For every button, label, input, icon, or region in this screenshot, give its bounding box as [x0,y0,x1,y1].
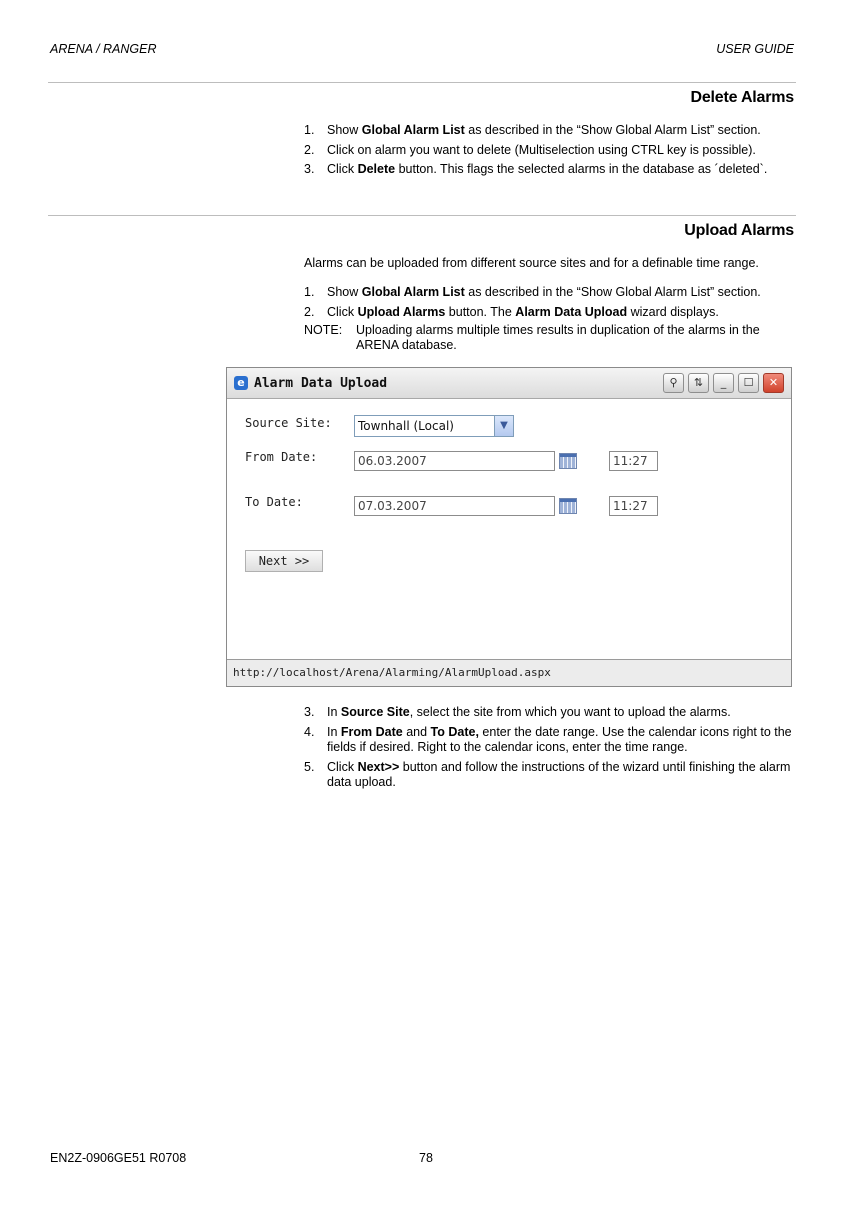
divider [48,82,796,83]
to-date-field[interactable]: 07.03.2007 [354,496,555,516]
alarm-upload-window [226,367,792,687]
list-item: 3. Click Delete button. This flags the selected alarms in the database as ´deleted`. [304,162,768,176]
status-bar [227,659,791,686]
close-icon[interactable]: ✕ [763,373,784,393]
list-item: 1. Show Global Alarm List as described in the “Show Global Alarm List” section. [304,285,761,299]
next-button[interactable]: Next >> [245,550,323,572]
list-item: 2. Click Upload Alarms button. The Alarm Data Upload wizard displays. [304,304,719,319]
note [304,323,804,353]
note-text: Uploading alarms multiple times results in duplication of the alarms in the ARENA database. [356,323,760,352]
window-title: Alarm Data Upload [254,376,388,391]
refresh-icon[interactable]: ⇅ [688,373,709,393]
to-date-label: To Date: [245,495,303,509]
list-item: 1. Show Global Alarm List as described in the “Show Global Alarm List” section. [304,123,761,137]
minimize-icon[interactable]: _ [713,373,734,393]
to-time-field[interactable]: 11:27 [609,496,658,516]
window-titlebar [227,368,791,399]
footer-doc-id: EN2Z-0906GE51 R0708 [50,1151,187,1165]
list-item: 4. In From Date and To Date, enter the date range. Use the calendar icons right to the fields if desired. Right to the calendar icons, enter the time range. [304,724,792,754]
list-item: 3. In Source Site, select the site from which you want to upload the alarms. [304,705,731,719]
upload-steps-after [304,705,804,795]
divider [48,215,796,216]
upload-steps [304,285,804,324]
chevron-down-icon[interactable]: ▼ [494,416,513,436]
upload-intro: Alarms can be uploaded from different source sites and for a definable time range. [304,256,759,270]
list-item: 5. Click Next>> button and follow the instructions of the wizard until finishing the alarm data upload. [304,759,791,789]
calendar-icon[interactable] [559,498,577,514]
source-site-value: Townhall (Local) [358,419,454,433]
header-right: USER GUIDE [716,42,794,56]
calendar-icon[interactable] [559,453,577,469]
section-title-delete: Delete Alarms [690,89,794,106]
ie-icon: e [234,376,248,390]
delete-steps [304,123,804,182]
source-site-select[interactable] [354,415,514,437]
maximize-icon[interactable]: ☐ [738,373,759,393]
section-title-upload: Upload Alarms [684,222,794,239]
from-time-field[interactable]: 11:27 [609,451,658,471]
from-date-field[interactable]: 06.03.2007 [354,451,555,471]
header-left: ARENA / RANGER [50,42,157,56]
from-date-label: From Date: [245,450,318,464]
status-url: http://localhost/Arena/Alarming/AlarmUpload.aspx [233,666,551,679]
note-tag: NOTE: [304,323,343,337]
source-site-label: Source Site: [245,416,332,430]
pin-icon[interactable]: ⚲ [663,373,684,393]
list-item: 2. Click on alarm you want to delete (Multiselection using CTRL key is possible). [304,142,756,157]
page-number: 78 [419,1151,433,1165]
